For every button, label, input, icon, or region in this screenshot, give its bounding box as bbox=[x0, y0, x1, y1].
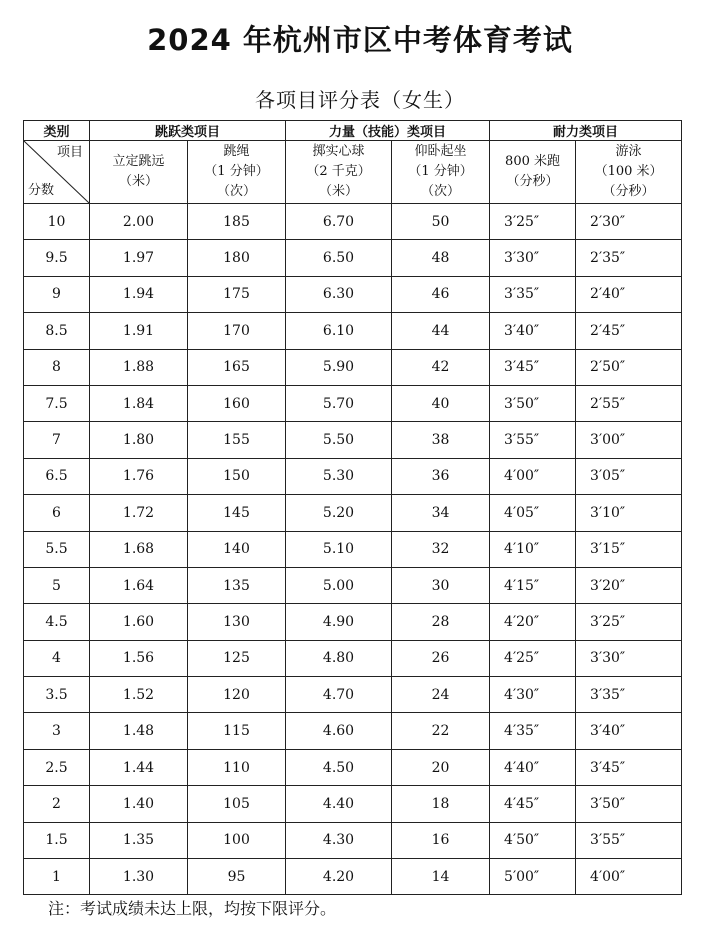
column-header bbox=[576, 141, 682, 204]
rope-skip-cell: 150 bbox=[188, 458, 286, 494]
score-cell: 3 bbox=[24, 713, 90, 749]
swim-cell: 4′00″ bbox=[576, 859, 682, 895]
rope-skip-cell: 155 bbox=[188, 422, 286, 458]
shot-put-cell: 4.80 bbox=[286, 640, 392, 676]
sit-up-cell: 38 bbox=[392, 422, 490, 458]
run-800-cell: 4′40″ bbox=[490, 749, 576, 785]
score-cell: 4.5 bbox=[24, 604, 90, 640]
column-name: 掷实心球 bbox=[312, 144, 365, 159]
sit-up-cell: 24 bbox=[392, 677, 490, 713]
score-cell: 2.5 bbox=[24, 749, 90, 785]
table-row bbox=[24, 458, 682, 494]
table-row bbox=[24, 276, 682, 312]
run-800-cell: 4′25″ bbox=[490, 640, 576, 676]
long-jump-cell: 1.68 bbox=[90, 531, 188, 567]
column-name: 800 米跑 bbox=[505, 154, 560, 169]
column-name: 仰卧起坐 bbox=[414, 144, 467, 159]
run-800-cell: 4′50″ bbox=[490, 822, 576, 858]
score-cell: 5 bbox=[24, 567, 90, 603]
long-jump-cell: 1.30 bbox=[90, 859, 188, 895]
column-unit: （1 分钟） bbox=[408, 164, 473, 179]
score-cell: 10 bbox=[24, 204, 90, 240]
long-jump-cell: 1.52 bbox=[90, 677, 188, 713]
shot-put-cell: 5.00 bbox=[286, 567, 392, 603]
table-row bbox=[24, 786, 682, 822]
score-table-body bbox=[24, 204, 682, 895]
run-800-cell: 3′35″ bbox=[490, 276, 576, 312]
rope-skip-cell: 165 bbox=[188, 349, 286, 385]
score-table bbox=[23, 120, 682, 895]
page-title: 2024 年杭州市区中考体育考试 bbox=[147, 23, 573, 57]
table-row bbox=[24, 495, 682, 531]
rope-skip-cell: 125 bbox=[188, 640, 286, 676]
score-cell: 6 bbox=[24, 495, 90, 531]
run-800-cell: 3′30″ bbox=[490, 240, 576, 276]
column-unit: （2 千克） bbox=[306, 164, 371, 179]
footnote: 注：考试成绩未达上限，均按下限评分。 bbox=[48, 899, 337, 918]
shot-put-cell: 5.30 bbox=[286, 458, 392, 494]
shot-put-cell: 4.30 bbox=[286, 822, 392, 858]
score-cell: 7 bbox=[24, 422, 90, 458]
swim-cell: 3′50″ bbox=[576, 786, 682, 822]
long-jump-cell: 1.76 bbox=[90, 458, 188, 494]
run-800-cell: 3′45″ bbox=[490, 349, 576, 385]
swim-cell: 3′30″ bbox=[576, 640, 682, 676]
long-jump-cell: 1.60 bbox=[90, 604, 188, 640]
shot-put-cell: 6.70 bbox=[286, 204, 392, 240]
column-header bbox=[490, 141, 576, 204]
table-row bbox=[24, 240, 682, 276]
column-name: 游泳 bbox=[615, 144, 642, 159]
column-unit: （分秒） bbox=[506, 174, 559, 189]
column-unit: （100 米） bbox=[594, 164, 663, 179]
sit-up-cell: 14 bbox=[392, 859, 490, 895]
group-strength: 力量（技能）类项目 bbox=[286, 121, 490, 141]
column-unit: （1 分钟） bbox=[204, 164, 269, 179]
sit-up-cell: 28 bbox=[392, 604, 490, 640]
sit-up-cell: 18 bbox=[392, 786, 490, 822]
score-cell: 1.5 bbox=[24, 822, 90, 858]
swim-cell: 3′20″ bbox=[576, 567, 682, 603]
score-cell: 6.5 bbox=[24, 458, 90, 494]
long-jump-cell: 1.94 bbox=[90, 276, 188, 312]
rope-skip-cell: 120 bbox=[188, 677, 286, 713]
score-cell: 8.5 bbox=[24, 313, 90, 349]
swim-cell: 3′25″ bbox=[576, 604, 682, 640]
long-jump-cell: 1.56 bbox=[90, 640, 188, 676]
run-800-cell: 5′00″ bbox=[490, 859, 576, 895]
score-cell: 2 bbox=[24, 786, 90, 822]
swim-cell: 3′40″ bbox=[576, 713, 682, 749]
run-800-cell: 4′10″ bbox=[490, 531, 576, 567]
shot-put-cell: 5.50 bbox=[286, 422, 392, 458]
column-subunit: （次） bbox=[421, 184, 461, 199]
swim-cell: 3′10″ bbox=[576, 495, 682, 531]
long-jump-cell: 1.91 bbox=[90, 313, 188, 349]
score-cell: 5.5 bbox=[24, 531, 90, 567]
long-jump-cell: 1.44 bbox=[90, 749, 188, 785]
long-jump-cell: 1.48 bbox=[90, 713, 188, 749]
shot-put-cell: 4.50 bbox=[286, 749, 392, 785]
run-800-cell: 4′20″ bbox=[490, 604, 576, 640]
item-label: 项目 bbox=[56, 145, 83, 160]
score-cell: 9 bbox=[24, 276, 90, 312]
swim-cell: 3′35″ bbox=[576, 677, 682, 713]
score-cell: 9.5 bbox=[24, 240, 90, 276]
table-row bbox=[24, 349, 682, 385]
sit-up-cell: 32 bbox=[392, 531, 490, 567]
sit-up-cell: 26 bbox=[392, 640, 490, 676]
swim-cell: 3′05″ bbox=[576, 458, 682, 494]
shot-put-cell: 4.40 bbox=[286, 786, 392, 822]
table-row bbox=[24, 822, 682, 858]
rope-skip-cell: 105 bbox=[188, 786, 286, 822]
column-subunit: （次） bbox=[217, 184, 257, 199]
sit-up-cell: 30 bbox=[392, 567, 490, 603]
run-800-cell: 4′45″ bbox=[490, 786, 576, 822]
column-unit: （米） bbox=[118, 174, 158, 189]
column-name: 立定跳远 bbox=[112, 154, 165, 169]
table-row bbox=[24, 640, 682, 676]
rope-skip-cell: 140 bbox=[188, 531, 286, 567]
shot-put-cell: 4.60 bbox=[286, 713, 392, 749]
table-row bbox=[24, 859, 682, 895]
swim-cell: 2′35″ bbox=[576, 240, 682, 276]
table-row bbox=[24, 677, 682, 713]
sit-up-cell: 40 bbox=[392, 385, 490, 421]
rope-skip-cell: 180 bbox=[188, 240, 286, 276]
long-jump-cell: 1.64 bbox=[90, 567, 188, 603]
shot-put-cell: 4.20 bbox=[286, 859, 392, 895]
score-label: 分数 bbox=[28, 183, 55, 198]
score-cell: 4 bbox=[24, 640, 90, 676]
sit-up-cell: 48 bbox=[392, 240, 490, 276]
group-endurance: 耐力类项目 bbox=[490, 121, 682, 141]
table-row bbox=[24, 313, 682, 349]
shot-put-cell: 4.70 bbox=[286, 677, 392, 713]
shot-put-cell: 6.30 bbox=[286, 276, 392, 312]
rope-skip-cell: 135 bbox=[188, 567, 286, 603]
rope-skip-cell: 100 bbox=[188, 822, 286, 858]
rope-skip-cell: 95 bbox=[188, 859, 286, 895]
item-header-row bbox=[24, 141, 682, 204]
run-800-cell: 3′55″ bbox=[490, 422, 576, 458]
rope-skip-cell: 175 bbox=[188, 276, 286, 312]
shot-put-cell: 5.10 bbox=[286, 531, 392, 567]
shot-put-cell: 6.50 bbox=[286, 240, 392, 276]
sit-up-cell: 16 bbox=[392, 822, 490, 858]
rope-skip-cell: 185 bbox=[188, 204, 286, 240]
table-row bbox=[24, 422, 682, 458]
category-header-row bbox=[24, 121, 682, 141]
group-jumping: 跳跃类项目 bbox=[90, 121, 286, 141]
swim-cell: 3′15″ bbox=[576, 531, 682, 567]
sit-up-cell: 42 bbox=[392, 349, 490, 385]
rope-skip-cell: 145 bbox=[188, 495, 286, 531]
long-jump-cell: 1.72 bbox=[90, 495, 188, 531]
run-800-cell: 4′35″ bbox=[490, 713, 576, 749]
column-header bbox=[188, 141, 286, 204]
run-800-cell: 4′15″ bbox=[490, 567, 576, 603]
rope-skip-cell: 130 bbox=[188, 604, 286, 640]
sit-up-cell: 34 bbox=[392, 495, 490, 531]
long-jump-cell: 1.88 bbox=[90, 349, 188, 385]
table-row bbox=[24, 713, 682, 749]
run-800-cell: 4′00″ bbox=[490, 458, 576, 494]
sit-up-cell: 22 bbox=[392, 713, 490, 749]
table-row bbox=[24, 531, 682, 567]
table-subtitle: 各项目评分表（女生） bbox=[255, 88, 465, 112]
score-cell: 1 bbox=[24, 859, 90, 895]
swim-cell: 2′50″ bbox=[576, 349, 682, 385]
swim-cell: 3′45″ bbox=[576, 749, 682, 785]
sit-up-cell: 20 bbox=[392, 749, 490, 785]
run-800-cell: 3′25″ bbox=[490, 204, 576, 240]
swim-cell: 2′30″ bbox=[576, 204, 682, 240]
column-header bbox=[392, 141, 490, 204]
long-jump-cell: 1.40 bbox=[90, 786, 188, 822]
sit-up-cell: 44 bbox=[392, 313, 490, 349]
swim-cell: 2′55″ bbox=[576, 385, 682, 421]
column-subunit: （分秒） bbox=[602, 184, 655, 199]
table-row bbox=[24, 604, 682, 640]
run-800-cell: 4′05″ bbox=[490, 495, 576, 531]
rope-skip-cell: 110 bbox=[188, 749, 286, 785]
shot-put-cell: 5.70 bbox=[286, 385, 392, 421]
column-subunit: （米） bbox=[319, 184, 359, 199]
swim-cell: 3′55″ bbox=[576, 822, 682, 858]
run-800-cell: 3′40″ bbox=[490, 313, 576, 349]
table-row bbox=[24, 385, 682, 421]
sit-up-cell: 46 bbox=[392, 276, 490, 312]
long-jump-cell: 2.00 bbox=[90, 204, 188, 240]
table-row bbox=[24, 749, 682, 785]
run-800-cell: 3′50″ bbox=[490, 385, 576, 421]
swim-cell: 2′45″ bbox=[576, 313, 682, 349]
swim-cell: 3′00″ bbox=[576, 422, 682, 458]
long-jump-cell: 1.97 bbox=[90, 240, 188, 276]
table-row bbox=[24, 567, 682, 603]
shot-put-cell: 5.20 bbox=[286, 495, 392, 531]
run-800-cell: 4′30″ bbox=[490, 677, 576, 713]
shot-put-cell: 6.10 bbox=[286, 313, 392, 349]
score-cell: 8 bbox=[24, 349, 90, 385]
swim-cell: 2′40″ bbox=[576, 276, 682, 312]
sit-up-cell: 50 bbox=[392, 204, 490, 240]
category-label: 类别 bbox=[24, 121, 90, 141]
shot-put-cell: 4.90 bbox=[286, 604, 392, 640]
long-jump-cell: 1.84 bbox=[90, 385, 188, 421]
sit-up-cell: 36 bbox=[392, 458, 490, 494]
column-header bbox=[90, 141, 188, 204]
diagonal-header-cell bbox=[24, 141, 90, 204]
rope-skip-cell: 170 bbox=[188, 313, 286, 349]
rope-skip-cell: 115 bbox=[188, 713, 286, 749]
long-jump-cell: 1.35 bbox=[90, 822, 188, 858]
score-cell: 7.5 bbox=[24, 385, 90, 421]
table-row bbox=[24, 204, 682, 240]
long-jump-cell: 1.80 bbox=[90, 422, 188, 458]
score-cell: 3.5 bbox=[24, 677, 90, 713]
column-name: 跳绳 bbox=[223, 144, 250, 159]
shot-put-cell: 5.90 bbox=[286, 349, 392, 385]
rope-skip-cell: 160 bbox=[188, 385, 286, 421]
column-header bbox=[286, 141, 392, 204]
